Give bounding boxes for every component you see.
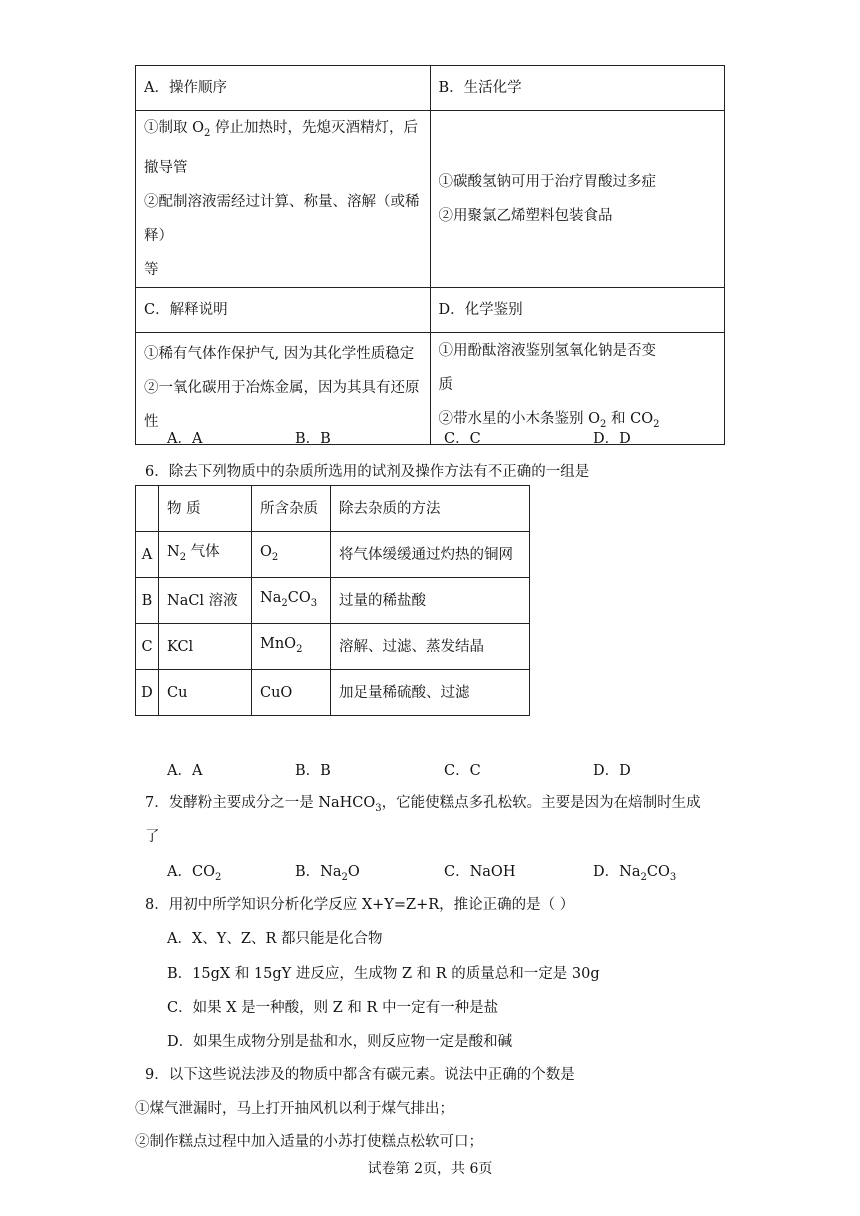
q7-option-d: D．$Na_2CO_3$ (593, 864, 677, 883)
c-item-1: ①稀有气体作保护气, 因为其化学性质稳定 (144, 346, 415, 363)
q9-statement-1: ①煤气泄漏时，马上打开抽风机以利于煤气排出； (135, 1101, 454, 1117)
q7-option-a: A．$CO_2$ (167, 864, 222, 883)
q6-option-b: B．B (295, 763, 331, 779)
q6-option-c: C．C (444, 763, 481, 779)
cell-a-title: A．操作顺序 (136, 66, 431, 111)
row-label: C (136, 624, 159, 670)
row-label: D (136, 670, 159, 716)
table-row (136, 624, 530, 670)
d-item-2: ②带水星的小木条鉴别 $O_2$ 和 $CO_2$ (438, 411, 660, 431)
header-method: 除去杂质的方法 (331, 486, 530, 532)
a-item-2-cont: 等 (144, 261, 159, 278)
q7-stem: 7．发酵粉主要成分之一是 NaHCO$_3$，它能使糕点多孔松软。主要是因为在焙制时生成 (145, 795, 701, 814)
row-label: B (136, 578, 159, 624)
q8-option-a: A．X、Y、Z、R 都只能是化合物 (167, 931, 383, 947)
row-label: A (136, 532, 159, 578)
q7-option-b: B．$Na_2O$ (295, 864, 360, 883)
page-footer: 试卷第 2页，共 6页 (367, 1161, 493, 1177)
row-substance: $N_2$ 气体 (159, 532, 252, 578)
q6-option-d: D．D (593, 763, 631, 779)
cell-c-title: C．解释说明 (136, 287, 431, 332)
cell-a-body (136, 111, 431, 288)
table-row (136, 578, 530, 624)
row-substance: Cu (159, 670, 252, 716)
q8-stem: 8．用初中所学知识分析化学反应 X+Y=Z+R，推论正确的是（ ） (145, 897, 575, 913)
d-item-1-cont: 质 (438, 377, 453, 394)
cell-d-title: D．化学鉴别 (430, 287, 725, 332)
table-row (136, 670, 530, 716)
q7-option-c: C．NaOH (444, 864, 516, 880)
row-method: 将气体缓缓通过灼热的铜网 (331, 532, 530, 578)
b-item-2: ②用聚氯乙烯塑料包装食品 (438, 207, 613, 224)
b-item-1: ①碳酸氢钠可用于治疗胃酸过多症 (438, 173, 656, 190)
row-method: 过量的稀盐酸 (331, 578, 530, 624)
q9-statement-2: ②制作糕点过程中加入适量的小苏打使糕点松软可口； (135, 1134, 483, 1150)
row-substance: NaCl 溶液 (159, 578, 252, 624)
a-item-1: ①制取 $O_2$ 停止加热时，先熄灭酒精灯，后撤导管 (144, 120, 418, 176)
d-item-1: ①用酚酞溶液鉴别氢氧化钠是否变 (438, 343, 656, 360)
cell-b-title: B．生活化学 (430, 66, 725, 111)
row-method: 溶解、过滤、蒸发结晶 (331, 624, 530, 670)
cell-b-body (430, 111, 725, 288)
question-6-table (135, 485, 530, 716)
a-item-2: ②配制溶液需经过计算、称量、溶解（或稀释） (144, 193, 420, 244)
row-impurity: $Na_2CO_3$ (252, 578, 331, 624)
q5-option-a: A．A (167, 431, 203, 447)
table-row (136, 532, 530, 578)
row-method: 加足量稀硫酸、过滤 (331, 670, 530, 716)
q6-stem: 6．除去下列物质中的杂质所选用的试剂及操作方法有不正确的一组是 (145, 464, 590, 480)
question-5-table (135, 65, 725, 445)
q6-option-a: A．A (167, 763, 203, 779)
q7-stem-cont: 了 (145, 829, 160, 845)
q5-option-d: D．D (593, 431, 631, 447)
q5-option-b: B．B (295, 431, 331, 447)
q8-option-d: D．如果生成物分别是盐和水，则反应物一定是酸和碱 (167, 1034, 513, 1050)
q9-stem: 9．以下这些说法涉及的物质中都含有碳元素。说法中正确的个数是 (145, 1067, 575, 1083)
c-item-2: ②一氧化碳用于冶炼金属，因为其具有还原性 (144, 380, 420, 431)
row-impurity: CuO (252, 670, 331, 716)
q8-option-c: C．如果 X 是一种酸，则 Z 和 R 中一定有一种是盐 (167, 1000, 499, 1016)
row-impurity: MnO$_2$ (252, 624, 331, 670)
header-impurity: 所含杂质 (252, 486, 331, 532)
cell-corner (136, 486, 159, 532)
q5-option-c: C．C (444, 431, 481, 447)
row-impurity: $O_2$ (252, 532, 331, 578)
header-substance: 物 质 (159, 486, 252, 532)
row-substance: KCl (159, 624, 252, 670)
q8-option-b: B．15gX 和 15gY 进反应，生成物 Z 和 R 的质量总和一定是 30g (167, 966, 600, 982)
